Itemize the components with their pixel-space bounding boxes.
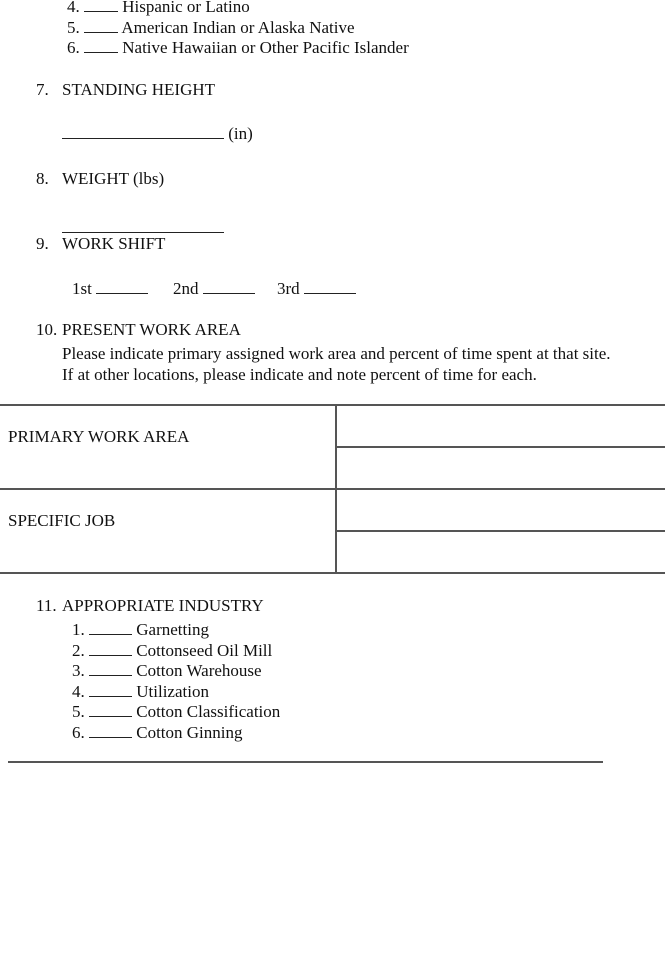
section-divider (8, 761, 603, 763)
option-label: Garnetting (136, 620, 209, 639)
shift-label: 2nd (173, 279, 199, 298)
option-label: American Indian or Alaska Native (121, 18, 355, 37)
option-label: Cotton Classification (136, 702, 281, 721)
industry-option-6-blank[interactable] (89, 723, 132, 738)
option-label: Cotton Ginning (136, 723, 243, 742)
option-label: Utilization (136, 682, 209, 701)
industry-option-2-blank[interactable] (89, 641, 132, 656)
shift-3rd (277, 279, 356, 299)
option-label: Cottonseed Oil Mill (136, 641, 273, 660)
shift-3rd-blank[interactable] (304, 279, 356, 294)
table-top-border (0, 404, 665, 406)
shift-1st (72, 279, 148, 299)
race-option-6-blank[interactable] (84, 38, 118, 53)
q11-heading (36, 596, 264, 616)
height-field (62, 124, 253, 144)
q7-number: 7. (36, 80, 49, 99)
race-option-4 (67, 0, 250, 17)
q11-number: 11. (36, 596, 57, 615)
option-number: 4. (67, 0, 80, 16)
q7-heading (36, 80, 215, 100)
q9-title: WORK SHIFT (62, 234, 166, 253)
industry-option-2 (72, 641, 272, 661)
race-option-5 (67, 18, 355, 38)
option-number: 5. (72, 702, 85, 721)
option-number: 5. (67, 18, 80, 37)
option-label: Hispanic or Latino (122, 0, 250, 16)
q8-title: WEIGHT (lbs) (62, 169, 165, 188)
table-row-divider (0, 488, 665, 490)
industry-option-1 (72, 620, 209, 640)
industry-option-4-blank[interactable] (89, 682, 132, 697)
shift-label: 3rd (277, 279, 300, 298)
shift-label: 1st (72, 279, 92, 298)
race-option-4-blank[interactable] (84, 0, 118, 12)
industry-option-5-blank[interactable] (89, 702, 132, 717)
industry-option-3 (72, 661, 262, 681)
q10-number: 10. (36, 320, 58, 339)
race-option-6 (67, 38, 409, 58)
height-blank[interactable] (62, 124, 224, 139)
option-number: 3. (72, 661, 85, 680)
industry-option-6 (72, 723, 243, 743)
industry-option-4 (72, 682, 209, 702)
q8-heading (36, 169, 164, 189)
option-number: 1. (72, 620, 85, 639)
option-number: 6. (67, 38, 80, 57)
specific-job-line-1[interactable] (336, 530, 665, 532)
shift-2nd-blank[interactable] (203, 279, 255, 294)
industry-option-1-blank[interactable] (89, 620, 132, 635)
specific-job-label: SPECIFIC JOB (8, 511, 116, 530)
industry-option-3-blank[interactable] (89, 661, 132, 676)
option-label: Cotton Warehouse (136, 661, 262, 680)
primary-work-area-label: PRIMARY WORK AREA (8, 427, 190, 446)
primary-work-area-line-1[interactable] (336, 446, 665, 448)
q7-title: STANDING HEIGHT (62, 80, 216, 99)
q10-heading (36, 320, 241, 340)
shift-2nd (173, 279, 255, 299)
option-number: 4. (72, 682, 85, 701)
race-option-5-blank[interactable] (84, 18, 118, 33)
weight-blank[interactable] (62, 232, 224, 233)
option-number: 2. (72, 641, 85, 660)
height-unit: (in) (228, 124, 253, 143)
option-number: 6. (72, 723, 85, 742)
industry-option-5 (72, 702, 280, 722)
q9-heading (36, 234, 165, 254)
option-label: Native Hawaiian or Other Pacific Islander (122, 38, 409, 57)
q10-instruction-2: If at other locations, please indicate and note percent of time for each. (62, 365, 537, 384)
table-bottom-border (0, 572, 665, 574)
q9-number: 9. (36, 234, 49, 253)
q10-title: PRESENT WORK AREA (62, 320, 241, 339)
q8-number: 8. (36, 169, 49, 188)
shift-1st-blank[interactable] (96, 279, 148, 294)
q10-instruction-1: Please indicate primary assigned work area and percent of time spent at that site. (62, 344, 611, 363)
q11-title: APPROPRIATE INDUSTRY (62, 596, 264, 615)
